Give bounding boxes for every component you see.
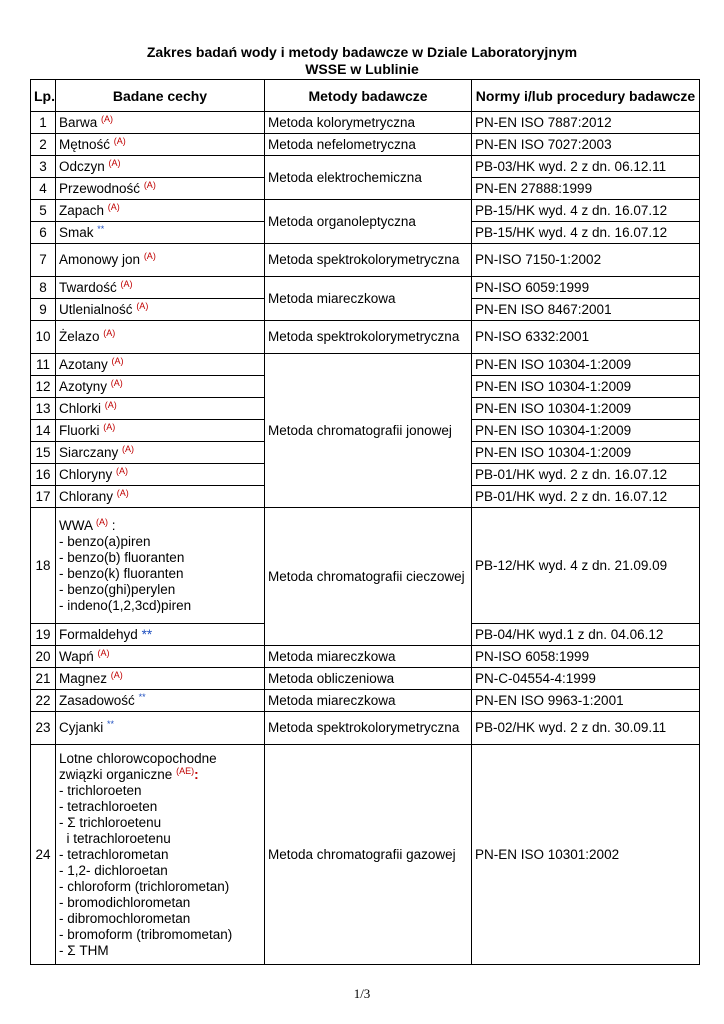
document-title: Zakres badań wody i metody badawcze w Dziale Laboratoryjnym	[146, 44, 578, 60]
accreditation-marker: (A)	[97, 647, 110, 658]
table-row: 2 Mętność $^{(A)}$ Metoda nefelometryczna PN-EN ISO 7027:2003	[31, 134, 700, 156]
methods-table	[30, 79, 700, 965]
table-row: 18 WWA $^{(A)}$ : - benzo(a)piren - benzo(b) fluoranten - benzo(k) fluoranten - benzo(ghi)perylen - indeno(1,2,3cd)piren Metoda chromatografii cieczowej PB-12/HK wyd. 4 z dn. 21.09.09	[31, 508, 700, 624]
table-row: 10 Żelazo $^{(A)}$ Metoda spektrokolorymetryczna PN-ISO 6332:2001	[31, 321, 700, 354]
table-row: 8 Twardość $^{(A)}$ Metoda miareczkowa PN-ISO 6059:1999	[31, 277, 700, 299]
table-row: 7 Amonowy jon $^{(A)}$ Metoda spektrokolorymetryczna PN-ISO 7150-1:2002	[31, 244, 700, 277]
list-item: - benzo(k) fluoranten	[59, 565, 184, 581]
col-header-norm: Normy i/lub procedury badawcze	[472, 80, 700, 112]
table-row: 20 Wapń $^{(A)}$ Metoda miareczkowa PN-ISO 6058:1999	[31, 646, 700, 668]
list-item: - tetrachlorometan	[59, 846, 169, 862]
list-item: - bromoform (tribromometan)	[59, 926, 233, 942]
non-accredited-marker: **	[138, 691, 146, 702]
col-header-method: Metody badawcze	[265, 80, 472, 112]
page-number: 1/3	[353, 986, 371, 1001]
table-row: 11 Azotany $^{(A)}$ Metoda chromatografii jonowej PN-EN ISO 10304-1:2009	[31, 354, 700, 376]
list-item: - Σ trichloroetenu	[59, 814, 162, 830]
accreditation-marker: (A)	[111, 355, 124, 366]
table-row: 9 Utlenialność $^{(A)}$ PN-EN ISO 8467:2001	[31, 299, 700, 321]
list-item: - benzo(b) fluoranten	[59, 549, 185, 565]
table-row: 12 Azotyny $^{(A)}$ PN-EN ISO 10304-1:2009	[31, 376, 700, 398]
list-item: - 1,2- dichloroetan	[59, 862, 168, 878]
accreditation-marker: (A)	[116, 465, 129, 476]
accreditation-marker: (A)	[101, 113, 114, 124]
accreditation-marker: (A)	[96, 516, 109, 527]
accreditation-marker: (A)	[110, 377, 123, 388]
table-row: 14 Fluorki $^{(A)}$ PN-EN ISO 10304-1:2009	[31, 420, 700, 442]
table-row: 1 Barwa $^{(A)}$ Metoda kolorymetryczna PN-EN ISO 7887:2012	[31, 112, 700, 134]
table-row: 17 Chlorany $^{(A)}$ PB-01/HK wyd. 2 z dn. 16.07.12	[31, 486, 700, 508]
accreditation-marker: (A)	[103, 421, 116, 432]
table-row: 22 Zasadowość ** Metoda miareczkowa PN-EN ISO 9963-1:2001	[31, 690, 700, 712]
accreditation-marker: (A)	[108, 157, 121, 168]
table-row: 13 Chlorki $^{(A)}$ PN-EN ISO 10304-1:2009	[31, 398, 700, 420]
accreditation-marker: (A)	[113, 135, 126, 146]
table-row: 3 Odczyn $^{(A)}$ Metoda elektrochemiczna PB-03/HK wyd. 2 z dn. 06.12.11	[31, 156, 700, 178]
voc-list	[59, 783, 261, 959]
table-row: 6 Smak ** PB-15/HK wyd. 4 z dn. 16.07.12	[31, 222, 700, 244]
table-row: 21 Magnez $^{(A)}$ Metoda obliczeniowa PN-C-04554-4:1999	[31, 668, 700, 690]
list-item: - Σ THM	[59, 942, 109, 958]
accreditation-marker: (A)	[110, 669, 123, 680]
list-item: i tetrachloroetenu	[59, 830, 171, 846]
list-item: - tetrachloroeten	[59, 798, 158, 814]
table-row: 4 Przewodność $^{(A)}$ PN-EN 27888:1999	[31, 178, 700, 200]
table-row: 19 Formaldehyd ** PB-04/HK wyd.1 z dn. 04.06.12	[31, 624, 700, 646]
list-item: - benzo(ghi)perylen	[59, 581, 176, 597]
table-row: 5 Zapach $^{(A)}$ Metoda organoleptyczna PB-15/HK wyd. 4 z dn. 16.07.12	[31, 200, 700, 222]
list-item: - trichloroeten	[59, 782, 142, 798]
table-row: 24 Lotne chlorowcopochodne związki organiczne $^{(AE)}$: - trichloroeten - tetrachloroeten - Σ trichloroetenu i tetrachloroetenu - tetrachlorometan - 1,2- dichloroetan - chloroform (trichlorometan) - bromodichlorometan - dibromochlorometan - bromoform (tribromometan) - Σ THM Metoda chromatografii gazowej PN-EN ISO 10301:2002	[31, 745, 700, 965]
accreditation-marker: (A)	[104, 399, 117, 410]
table-row: 15 Siarczany $^{(A)}$ PN-EN ISO 10304-1:2009	[31, 442, 700, 464]
non-accredited-marker: **	[107, 719, 115, 729]
non-accredited-marker: **	[141, 626, 153, 642]
accreditation-marker: (A)	[143, 251, 156, 261]
list-item: - bromodichlorometan	[59, 894, 191, 910]
pah-list	[59, 534, 261, 614]
non-accredited-marker: **	[97, 223, 105, 234]
list-item: - benzo(a)piren	[59, 533, 151, 549]
accreditation-marker: (A)	[116, 487, 129, 498]
accreditation-marker: (A)	[143, 179, 156, 190]
accreditation-marker: (A)	[103, 328, 116, 338]
list-item: - dibromochlorometan	[59, 910, 191, 926]
col-header-feature: Badane cechy	[56, 80, 265, 112]
accreditation-marker: (AE)	[176, 765, 195, 776]
accreditation-marker: (A)	[120, 278, 133, 289]
document-subtitle: WSSE w Lublinie	[305, 61, 419, 77]
col-header-lp: Lp.	[31, 80, 56, 112]
accreditation-marker: (A)	[107, 201, 120, 212]
list-item: - indeno(1,2,3cd)piren	[59, 597, 192, 613]
accreditation-marker: (A)	[122, 443, 135, 454]
table-row: 23 Cyjanki ** Metoda spektrokolorymetryczna PB-02/HK wyd. 2 z dn. 30.09.11	[31, 712, 700, 745]
accreditation-marker: (A)	[136, 300, 149, 311]
list-item: - chloroform (trichlorometan)	[59, 878, 230, 894]
table-row: 16 Chloryny $^{(A)}$ PB-01/HK wyd. 2 z dn. 16.07.12	[31, 464, 700, 486]
